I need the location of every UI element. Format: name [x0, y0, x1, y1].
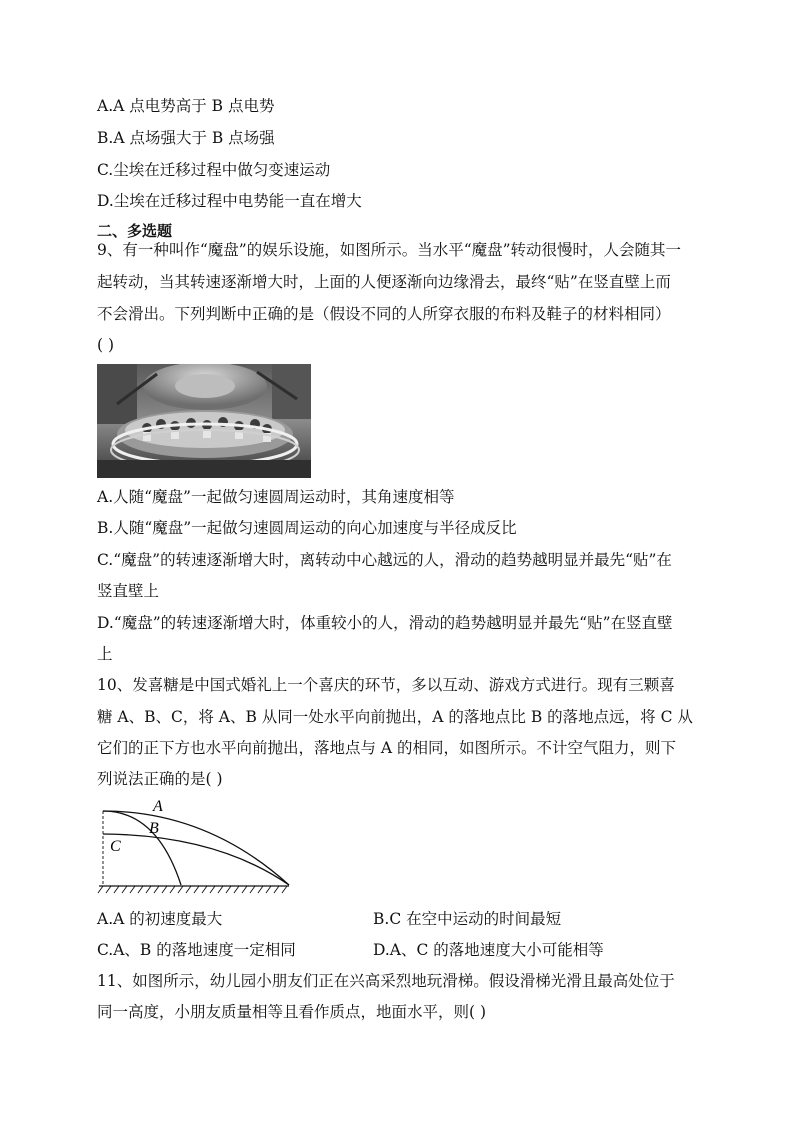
- q10-option-c: C.A、B 的落地速度一定相同: [97, 941, 296, 959]
- q9-option-a: A.人随“魔盘”一起做匀速圆周运动时，其角速度相等: [97, 488, 455, 506]
- q9-stem-line: 不会滑出。下列判断中正确的是（假设不同的人所穿衣服的布料及鞋子的材料相同）: [97, 305, 671, 323]
- projectile-figure: [97, 797, 297, 901]
- ground-hatching: [98, 886, 287, 893]
- q8-option-d: D.尘埃在迁移过程中电势能一直在增大: [97, 192, 362, 210]
- q9-stem-line: 9、有一种叫作“魔盘”的娱乐设施，如图所示。当水平“魔盘”转动很慢时，人会随其一: [97, 241, 682, 259]
- q10-stem-line: 它们的正下方也水平向前抛出，落地点与 A 的相同，如图所示。不计空气阻力，则下: [97, 739, 677, 757]
- label-c: C: [110, 838, 121, 855]
- trajectory-c: [103, 834, 289, 885]
- section-title: 二、多选题: [97, 222, 173, 240]
- q10-option-b: B.C 在空中运动的时间最短: [373, 910, 562, 928]
- trajectory-a: [103, 811, 289, 885]
- q10-stem-line: 10、发喜糖是中国式婚礼上一个喜庆的环节，多以互动、游戏方式进行。现有三颗喜: [97, 676, 675, 694]
- q9-option-c-cont: 竖直壁上: [97, 582, 160, 600]
- q10-option-d: D.A、C 的落地速度大小可能相等: [373, 941, 604, 959]
- q9-option-b: B.人随“魔盘”一起做匀速圆周运动的向心加速度与半径成反比: [97, 519, 517, 537]
- q9-stem-line: 起转动，当其转速逐渐增大时，上面的人便逐渐向边缘滑去，最终“贴”在竖直壁上而: [97, 273, 671, 291]
- q9-stem-line: ( ): [97, 336, 115, 354]
- magic-disc-photo: [97, 364, 311, 478]
- q10-stem-line: 糖 A、B、C，将 A、B 从同一处水平向前抛出，A 的落地点比 B 的落地点远，将 C 从: [97, 708, 693, 726]
- q8-option-b: B.A 点场强大于 B 点场强: [97, 129, 275, 147]
- q9-option-d-cont: 上: [97, 645, 113, 663]
- q11-stem-line: 同一高度，小朋友质量相等且看作质点，地面水平，则( ): [97, 1003, 487, 1021]
- q10-option-a: A.A 的初速度最大: [97, 910, 223, 928]
- q8-option-a: A.A 点电势高于 B 点电势: [97, 97, 275, 115]
- label-a: A: [153, 798, 163, 815]
- q11-stem-line: 11、如图所示，幼儿园小朋友们正在兴高采烈地玩滑梯。假设滑梯光滑且最高处位于: [97, 972, 675, 990]
- q10-stem-line: 列说法正确的是( ): [97, 770, 223, 788]
- label-b: B: [149, 820, 159, 837]
- q8-option-c: C.尘埃在迁移过程中做匀变速运动: [97, 161, 331, 179]
- q9-option-c: C.“魔盘”的转速逐渐增大时，离转动中心越远的人，滑动的趋势越明显并最先“贴”在: [97, 551, 672, 569]
- q9-option-d: D.“魔盘”的转速逐渐增大时，体重较小的人，滑动的趋势越明显并最先“贴”在竖直壁: [97, 614, 673, 632]
